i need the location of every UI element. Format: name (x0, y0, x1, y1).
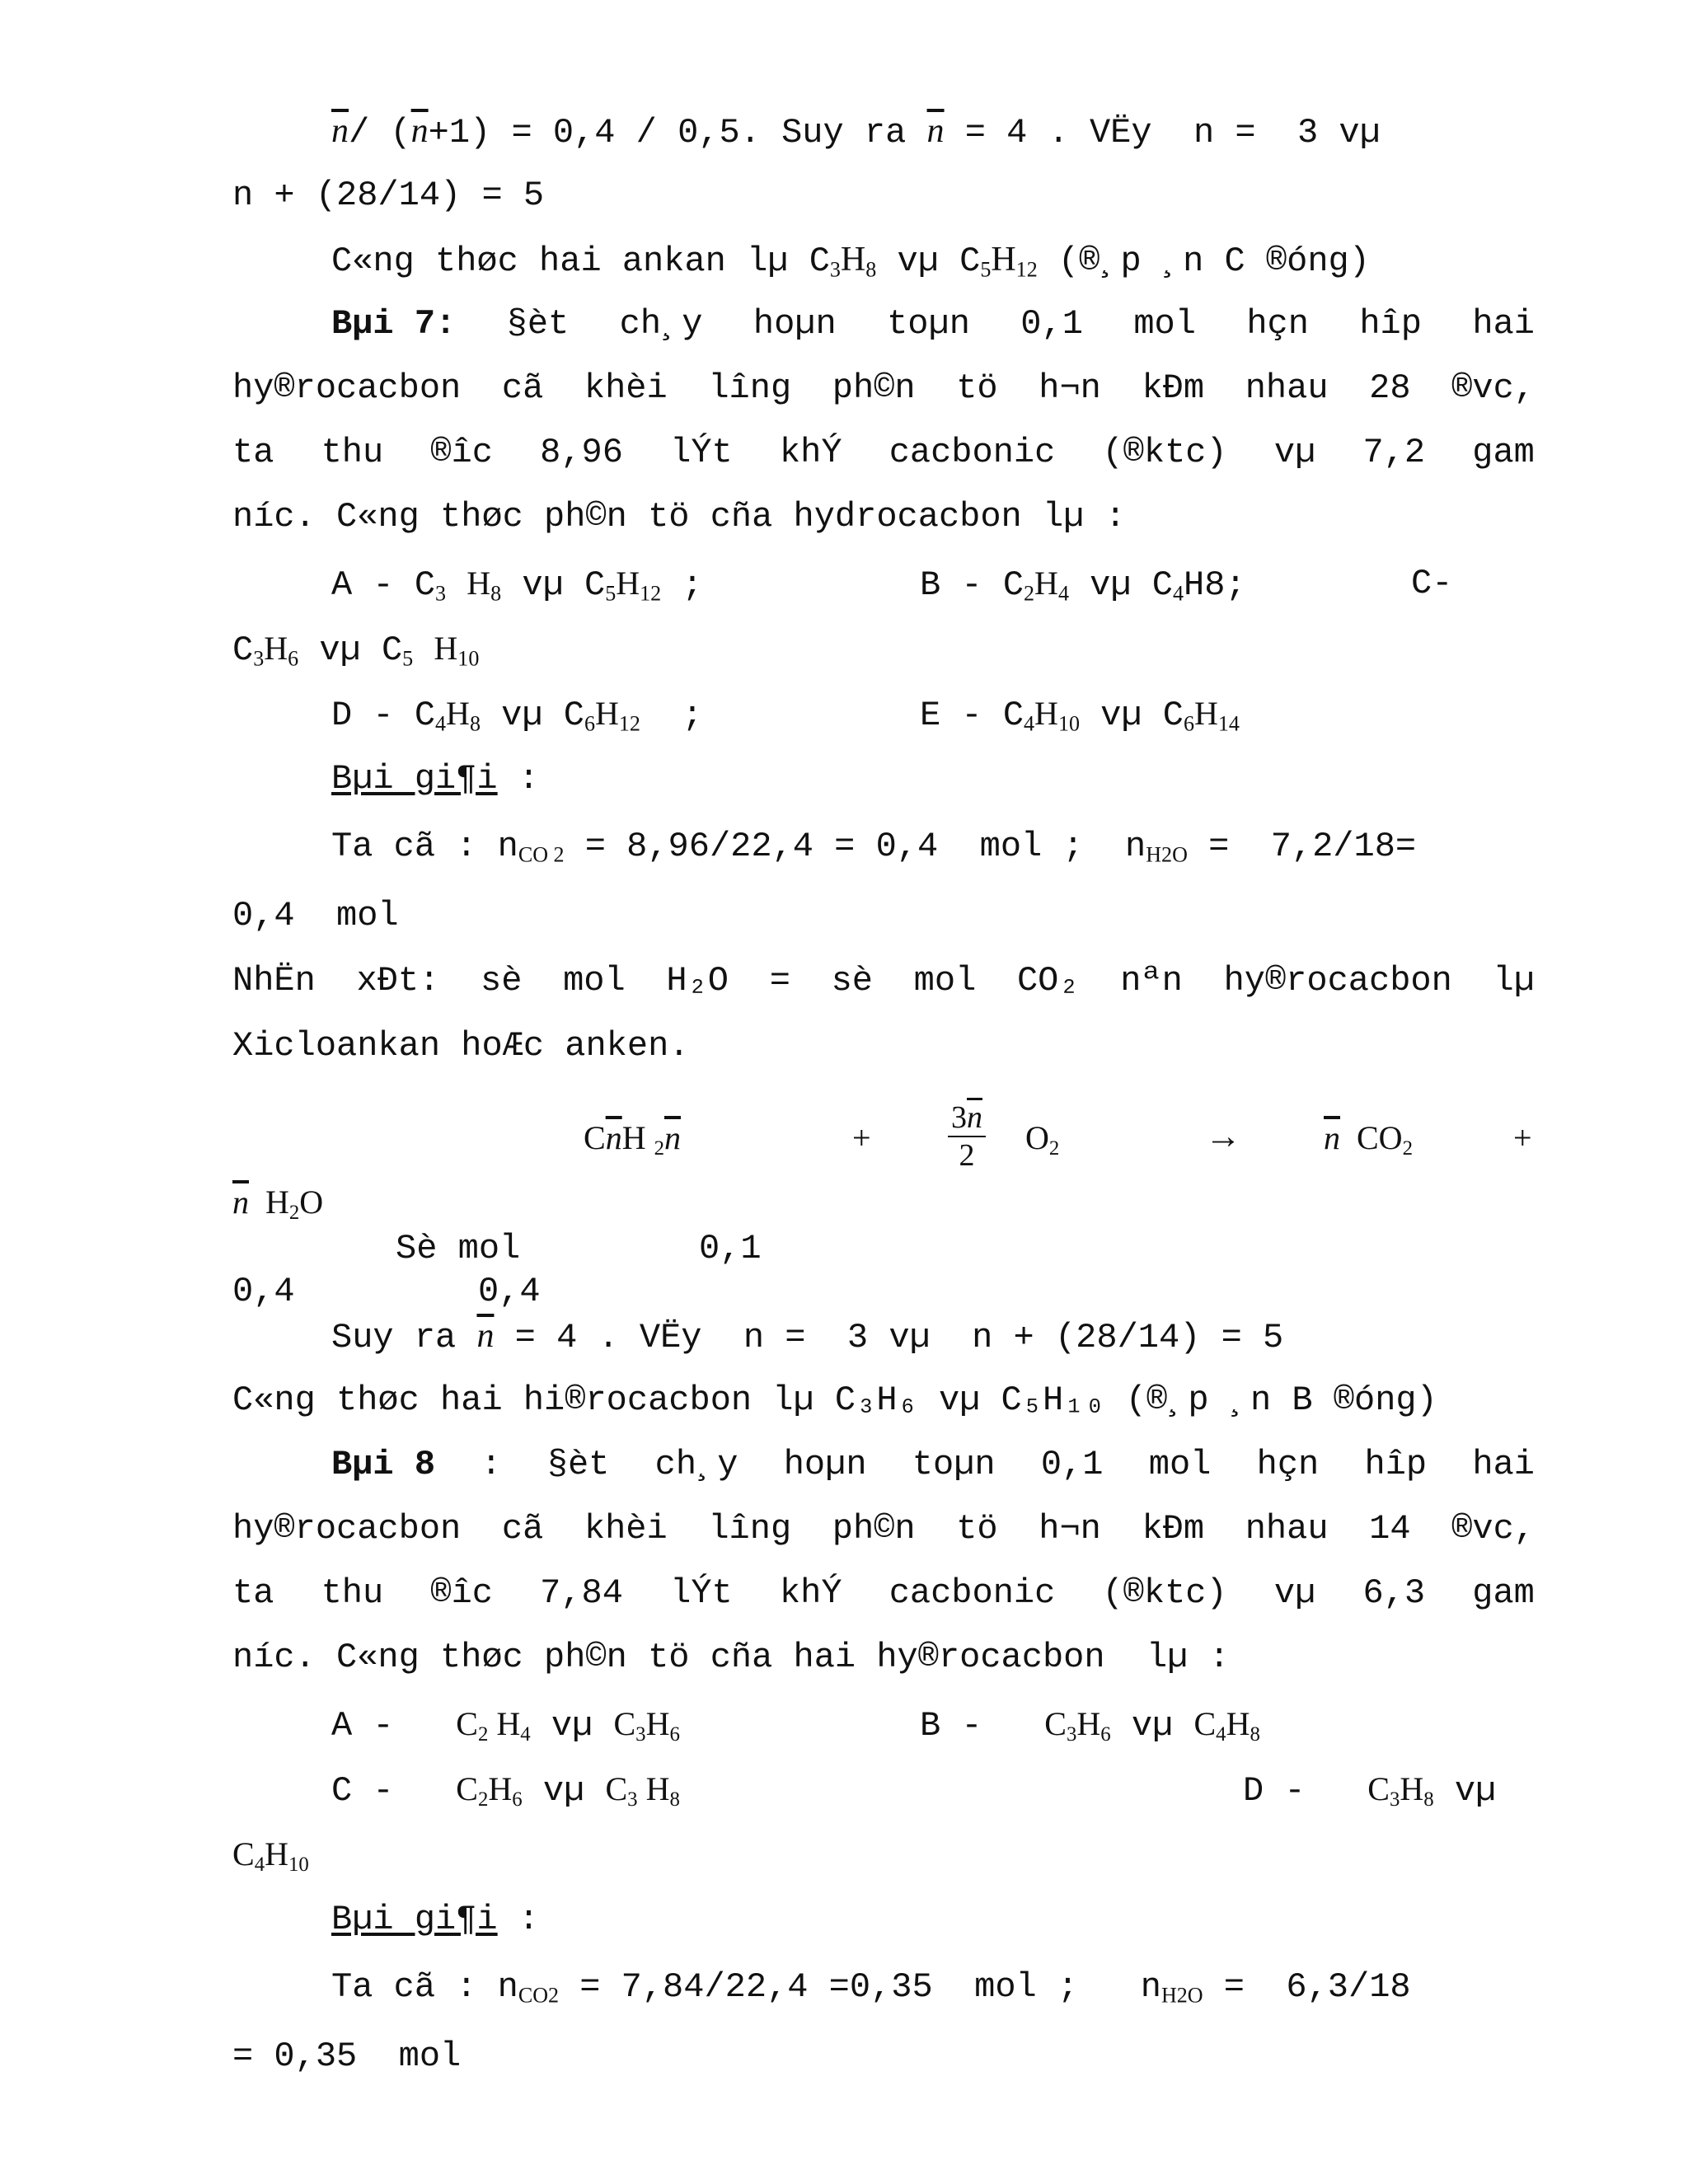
text-line-1: $\overline{n}/$ $(\overline{n}+1) = 0,4 / 0,5$. Suy ra $\overline{n} = 4$ . VËy n = 3 vµ (331, 112, 1381, 152)
mol-row-value-2: 0,4 (232, 1272, 295, 1311)
equation-water: $\overline{n}$ $H_2O$ (232, 1183, 324, 1224)
equation-oxygen: $O_2$ (1025, 1119, 1060, 1160)
equation-plus-1: + (852, 1119, 871, 1156)
text-line-2: n + (28/14) = 5 (232, 176, 545, 215)
problem-8-line-3: ta thu ®îc 7,84 lÝt khÝ cacbonic (®ktc) vµ 6,3 gam (232, 1573, 1535, 1613)
option-7e: E - $C_4H_{10}$ vµ $C_6H_{14}$ (920, 695, 1240, 736)
equation-fraction: $\frac{3\overline{n}}{2}$ (948, 1099, 986, 1174)
option-8d: D - $C_3H_8$ vµ (1243, 1770, 1497, 1811)
solution-8-title: Bµi gi¶i : (331, 1900, 540, 1939)
equation-co2: $\overline{n}$ $CO_2$ (1324, 1119, 1413, 1160)
solution-7-line-3: NhËn xÐt: sè mol H₂O = sè mol CO₂ nªn hy®rocacbon lµ (232, 961, 1535, 1001)
solution-7-line-2: 0,4 mol (232, 896, 399, 935)
option-8d-cont: $C_4H_{10}$ (232, 1835, 309, 1876)
solution-7-line-5: Suy ra $\overline{n} = 4$ . VËy n = 3 vµ n + (28/14) = 5 (331, 1317, 1284, 1357)
problem-7-line-3: ta thu ®îc 8,96 lÝt khÝ cacbonic (®ktc) vµ 7,2 gam (232, 433, 1535, 472)
mol-row-value-3: 0,4 (478, 1272, 541, 1311)
option-8a: A - $C_2$ $H_4$ vµ $C_3H_6$ (331, 1705, 680, 1746)
problem-7-line-4: níc. C«ng thøc ph©n tö cña hydrocacbon lµ : (232, 497, 1126, 537)
equation-arrow: → (1205, 1116, 1241, 1156)
option-8c: C - $C_2H_6$ vµ $C_3$ $H_8$ (331, 1770, 680, 1811)
solution-7-conclusion: C«ng thøc hai hi®rocacbon lµ C₃H₆ vµ C₅H₁₀ (®¸p ¸n B ®óng) (232, 1380, 1437, 1420)
problem-8-line-2: hy®rocacbon cã khèi lîng ph©n tö h¬n kÐm nhau 14 ®vc, (232, 1509, 1535, 1549)
solution-7-line-4: Xicloankan hoÆc anken. (232, 1026, 690, 1066)
problem-7-title: Bµi 7: (331, 304, 457, 344)
mol-row-label: Sè mol (396, 1229, 521, 1268)
solution-7-line-1: Ta cã : $n_{CO 2} = 8,96/22,4 = 0,4$ mol ; $n_{H2O} = 7,2/18=$ (331, 827, 1417, 867)
option-7a: A - $C_3$ $H_8$ vµ $C_5H_{12}$ ; (331, 565, 703, 606)
problem-7-line-1: Bµi 7: §èt ch¸y hoµn toµn 0,1 mol hçn hîp hai (331, 304, 1535, 344)
option-7d: D - $C_4H_8$ vµ $C_6H_{12}$ ; (331, 695, 703, 736)
solution-7-title: Bµi gi¶i : (331, 759, 540, 799)
option-7c-label: C- (1411, 564, 1453, 603)
solution-8-line-1: Ta cã : $n_{CO2} = 7,84/22,4 =0,35$ mol ; $n_{H2O} = 6,3/18$ (331, 1967, 1411, 2008)
text-line-3: C«ng thøc hai ankan lµ $C_3H_8$ vµ $C_5H_{12}$ (®¸p ¸n C ®óng) (331, 241, 1370, 282)
problem-7-line-2: hy®rocacbon cã khèi lîng ph©n tö h¬n kÐm nhau 28 ®vc, (232, 368, 1535, 408)
solution-8-line-2: = 0,35 mol (232, 2036, 462, 2076)
option-7b: B - $C_2H_4$ vµ $C_4H8$; (920, 565, 1246, 606)
equation-reactant: $C\overline{n}H$ $_2\overline{n}$ (584, 1119, 681, 1160)
problem-8-line-1: Bµi 8 : §èt ch¸y hoµn toµn 0,1 mol hçn hîp hai (331, 1445, 1535, 1484)
option-8b: B - $C_3H_6$ vµ $C_4H_8$ (920, 1705, 1260, 1746)
problem-8-title: Bµi 8 (331, 1445, 436, 1484)
equation-plus-2: + (1513, 1119, 1532, 1156)
mol-row-value-1: 0,1 (699, 1229, 762, 1268)
problem-8-line-4: níc. C«ng thøc ph©n tö cña hai hy®rocacbon lµ : (232, 1638, 1230, 1677)
option-7c: $C_3H_6$ vµ $C_5$ $H_{10}$ (232, 630, 480, 671)
